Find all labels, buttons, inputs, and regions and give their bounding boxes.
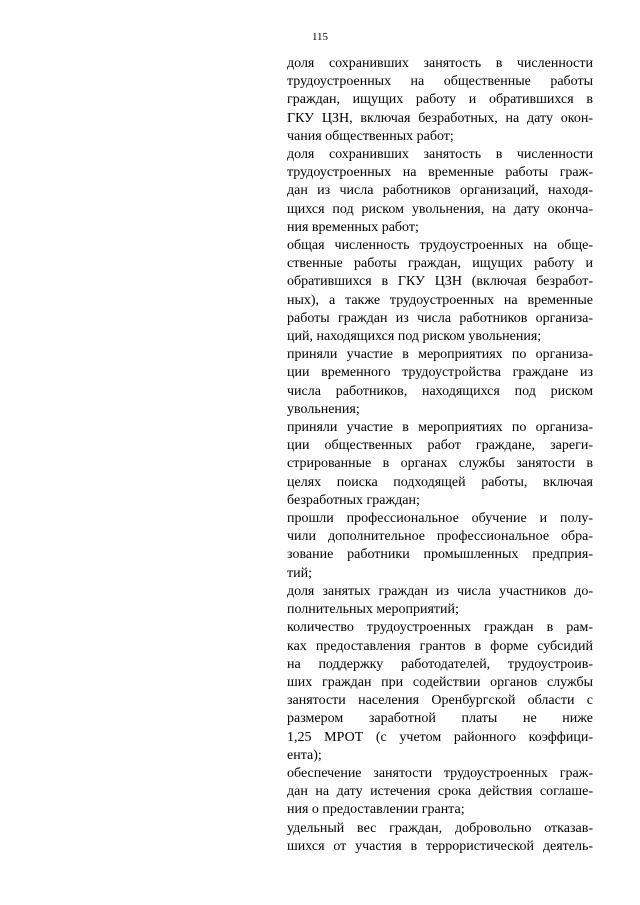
text-line: зование работники промышленных предприя- [287, 547, 593, 563]
text-line: трудоустроенных на временные работы граж- [287, 165, 593, 181]
text-line: занятости населения Оренбургской области с [287, 693, 593, 709]
text-line: полнительных мероприятий; [287, 602, 459, 618]
text-line: 1,25 МРОТ (с учетом районного коэффици- [287, 729, 593, 745]
text-line: граждан, ищущих работу и обратившихся в [287, 92, 593, 108]
list-item [287, 55, 593, 146]
list-item [287, 820, 593, 856]
text-line: обеспечение занятости трудоустроенных граж- [287, 765, 593, 781]
text-line: ции общественных работ граждане, зареги- [287, 438, 593, 454]
text-line: чания общественных работ; [287, 128, 454, 144]
text-line: трудоустроенных на общественные работы [287, 74, 593, 90]
list-item [287, 346, 593, 419]
list-item [287, 765, 593, 820]
page-number: 115 [311, 31, 329, 43]
text-line: ках предоставления грантов в форме субсидий [287, 638, 593, 654]
text-column [287, 55, 593, 856]
text-line: прошли профессиональное обучение и полу- [287, 511, 593, 527]
text-line: целях поиска подходящей работы, включая [287, 474, 593, 490]
text-line: на поддержку работодателей, трудоустроив- [287, 656, 593, 672]
text-line: щихся под риском увольнения, на дату оконча- [287, 201, 593, 217]
text-line: ции временного трудоустройства граждане из [287, 365, 593, 381]
text-line: числа работников, находящихся под риском [287, 383, 593, 399]
text-line: дан из числа работников организаций, находя- [287, 183, 593, 199]
text-line: увольнения; [287, 401, 360, 417]
text-line: ния о предоставлении гранта; [287, 802, 465, 818]
text-line: доля сохранивших занятость в численности [287, 147, 593, 163]
text-line: доля сохранивших занятость в численности [287, 56, 593, 71]
text-line: общая численность трудоустроенных на обще- [287, 238, 593, 254]
text-line: стрированные в органах службы занятости в [287, 456, 593, 472]
text-line: количество трудоустроенных граждан в рам- [287, 620, 593, 636]
list-item [287, 146, 593, 237]
text-line: работы граждан из числа работников организа- [287, 310, 593, 326]
text-line: ГКУ ЦЗН, включая безработных, на дату окон- [287, 110, 593, 126]
list-item [287, 619, 593, 765]
text-line: ций, находящихся под риском увольнения; [287, 329, 542, 345]
text-line: обратившихся в ГКУ ЦЗН (включая безработ- [287, 274, 593, 290]
text-line: тий; [287, 565, 312, 581]
text-line: удельный вес граждан, добровольно отказав- [287, 820, 593, 836]
text-line: ших граждан при содействии органов службы [287, 674, 593, 690]
list-item [287, 510, 593, 583]
text-line: ента); [287, 747, 322, 763]
text-line: безработных граждан; [287, 492, 420, 508]
text-line: ственные работы граждан, ищущих работу и [287, 256, 593, 272]
list-item [287, 237, 593, 346]
list-item [287, 419, 593, 510]
text-line: чили дополнительное профессиональное обра- [287, 529, 593, 545]
text-line: размером заработной платы не ниже [287, 711, 593, 727]
text-line: приняли участие в мероприятиях по организа- [287, 347, 593, 363]
text-line: дан на дату истечения срока действия соглаше- [287, 784, 593, 800]
text-line: шихся от участия в террористической деятель- [287, 838, 593, 854]
text-line: доля занятых граждан из числа участников до- [287, 583, 593, 599]
text-line: приняли участие в мероприятиях по организа- [287, 420, 593, 436]
text-line: ния временных работ; [287, 219, 419, 235]
list-item [287, 583, 593, 619]
text-line: ных), а также трудоустроенных на временные [287, 292, 593, 308]
